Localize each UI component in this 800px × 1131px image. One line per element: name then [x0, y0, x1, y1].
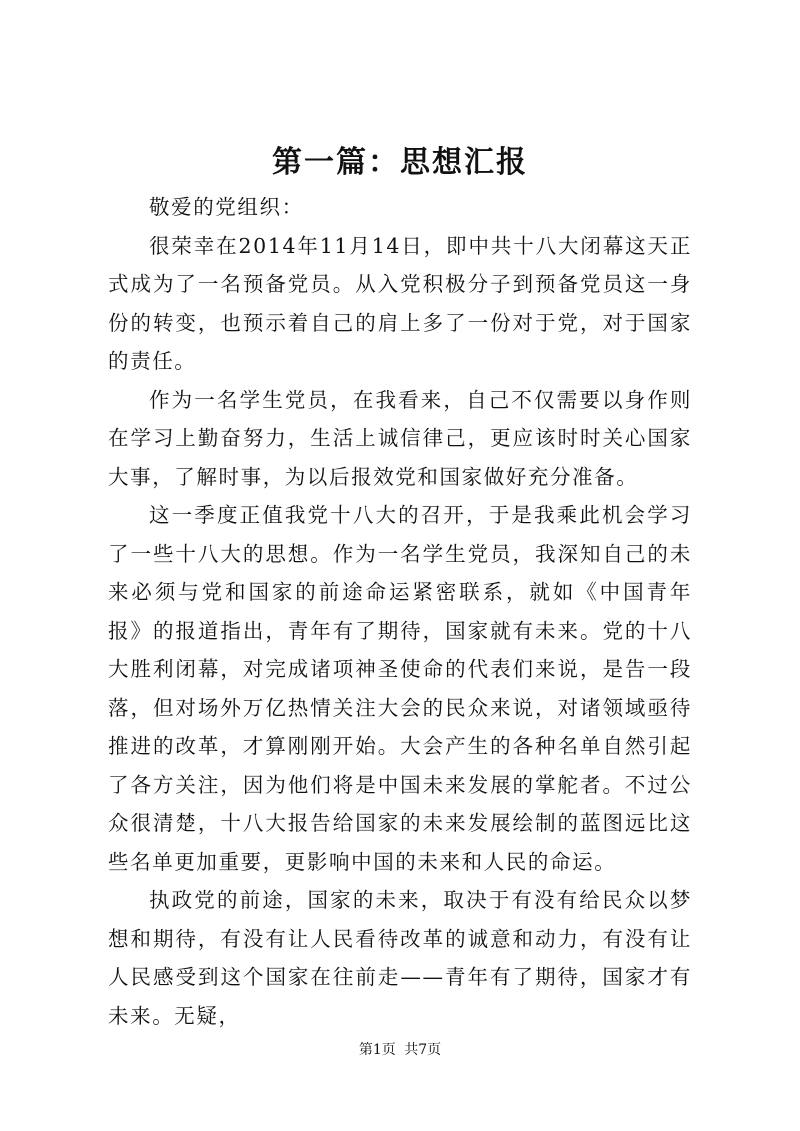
page-number: 第1页: [358, 1042, 396, 1058]
body-paragraph: 这一季度正值我党十八大的召开，于是我乘此机会学习了一些十八大的思想。作为一名学生党员，我深知自己的未来必须与党和国家的前途命运紧密联系，就如《中国青年报》的报道指出，青年有了期待，国家就有未来。党的十八大胜利闭幕，对完成诸项神圣使命的代表们来说，是告一段落，但对场外万亿热情关注大会的民众来说，对诸领域亟待推进的改革，才算刚刚开始。大会产生的各种名单自然引起了各方关注，因为他们将是中国未来发展的掌舵者。不过公众很清楚，十八大报告给国家的未来发展绘制的蓝图远比这些名单更加重要，更影响中国的未来和人民的命运。: [108, 503, 692, 874]
document-body: [108, 188, 692, 1035]
page-title: 第一篇：思想汇报: [272, 145, 528, 180]
body-paragraph: 作为一名学生党员，在我看来，自己不仅需要以身作则在学习上勤奋努力，生活上诚信律己，更应该时时关心国家大事，了解时事，为以后报效党和国家做好充分准备。: [108, 387, 692, 489]
page-footer: [0, 1038, 800, 1062]
body-paragraph: 执政党的前途，国家的未来，取决于有没有给民众以梦想和期待，有没有让人民看待改革的诚意和动力，有没有让人民感受到这个国家在往前走——青年有了期待，国家才有未来。无疑，: [108, 888, 692, 1028]
body-paragraph: 很荣幸在2014年11月14日，即中共十八大闭幕这天正式成为了一名预备党员。从入党积极分子到预备党员这一身份的转变，也预示着自己的肩上多了一份对于党，对于国家的责任。: [108, 233, 692, 373]
salutation-paragraph: 敬爱的党组织：: [149, 195, 304, 219]
page-total: 共7页: [404, 1042, 442, 1058]
